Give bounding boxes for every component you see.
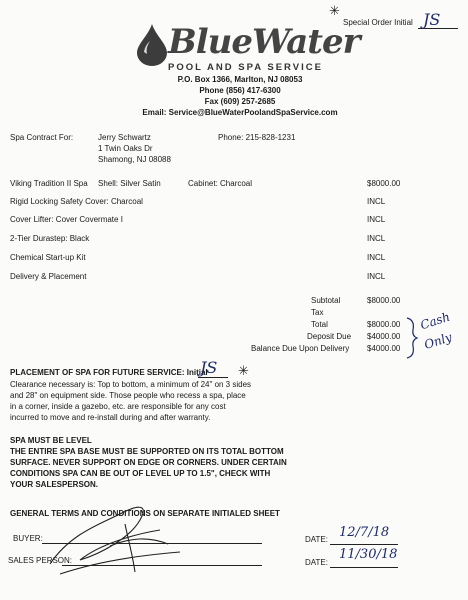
subtotal-value: $8000.00 (367, 296, 401, 305)
buyer-date-label: DATE: (305, 535, 328, 544)
level-text-line: YOUR SALESPERSON. (10, 480, 99, 489)
special-order-mark: ✳ (329, 3, 340, 18)
placement-initials: JS (200, 358, 218, 377)
customer-street: 1 Twin Oaks Dr (98, 144, 153, 153)
item-price: INCL (367, 253, 386, 262)
level-text-line: THE ENTIRE SPA BASE MUST BE SUPPORTED ON ITS TOTAL BOTTOM (10, 447, 284, 456)
customer-city: Shamong, NJ 08088 (98, 155, 171, 164)
placement-text-line: in a corner, inside a gazebo, etc. are responsible for any cost (10, 402, 226, 411)
item-price: INCL (367, 234, 386, 243)
list-item: Cover Lifter: Cover Covermate I (10, 215, 123, 224)
level-text-line: CONDITIONS SPA CAN BE OUT OF LEVEL UP TO 1.5", CHECK WITH (10, 469, 271, 478)
total-value: $8000.00 (367, 320, 401, 329)
placement-text-line: and 28" on equipment side. Those people who recess a spa, place (10, 391, 246, 400)
total-label: Total (311, 320, 328, 329)
sales-date-line (330, 567, 398, 568)
handwritten-brace (405, 316, 419, 360)
company-name: BlueWater (168, 22, 360, 62)
placement-mark: ✳ (238, 363, 249, 378)
item-price: INCL (367, 215, 386, 224)
placement-text-line: incurred to move and re-install during and after warranty. (10, 413, 211, 422)
balance-value: $4000.00 (367, 344, 401, 353)
company-fax: Fax (609) 257-2685 (204, 97, 276, 106)
balance-label: Balance Due Upon Delivery (251, 344, 350, 353)
list-item: Chemical Start-up Kit (10, 253, 86, 262)
item-price: $8000.00 (367, 179, 401, 188)
list-item: Delivery & Placement (10, 272, 87, 281)
buyer-date-line (330, 544, 398, 545)
subtotal-label: Subtotal (311, 296, 341, 305)
list-item: Viking Tradition II Spa (10, 179, 88, 188)
customer-name: Jerry Schwartz (98, 133, 151, 142)
buyer-date: 12/7/18 (339, 525, 390, 540)
sales-date-label: DATE: (305, 558, 328, 567)
company-address: P.O. Box 1366, Marlton, NJ 08053 (177, 75, 303, 84)
list-item: 2-Tier Durastep: Black (10, 234, 90, 243)
level-title: SPA MUST BE LEVEL (10, 436, 92, 445)
placement-title: PLACEMENT OF SPA FOR FUTURE SERVICE: Initial (10, 368, 208, 377)
handwritten-note: Only (422, 329, 454, 353)
level-text-line: SURFACE. NEVER SUPPORT ON EDGE OR CORNERS. UNDER CERTAIN (10, 458, 287, 467)
tax-label: Tax (311, 308, 324, 317)
item-price: INCL (367, 272, 386, 281)
deposit-value: $4000.00 (367, 332, 401, 341)
placement-text-line: Clearance necessary is: Top to bottom, a minimum of 24" on 3 sides (10, 380, 252, 389)
sales-date: 11/30/18 (339, 547, 398, 562)
sales-person-label: SALES PERSON: (8, 556, 73, 565)
buyer-signature (40, 494, 190, 584)
special-order-label: Special Order Initial (343, 18, 413, 27)
buyer-label: BUYER: (13, 534, 43, 543)
special-order-initials: JS (423, 10, 441, 29)
item-shell: Shell: Silver Satin (98, 179, 161, 188)
deposit-label: Deposit Due (307, 332, 352, 341)
company-email: Email: Service@BlueWaterPoolandSpaService.com (142, 108, 338, 117)
company-phone: Phone (856) 417-6300 (199, 86, 281, 95)
company-service-line: POOL AND SPA SERVICE (168, 62, 323, 73)
placement-initial-line (198, 377, 228, 378)
customer-label: Spa Contract For: (10, 133, 74, 142)
customer-phone: Phone: 215-828-1231 (218, 133, 296, 142)
terms-text: GENERAL TERMS AND CONDITIONS ON SEPARATE INITIALED SHEET (10, 509, 280, 518)
item-cabinet: Cabinet: Charcoal (188, 179, 253, 188)
water-drop-icon (134, 22, 170, 66)
item-price: INCL (367, 197, 386, 206)
list-item: Rigid Locking Safety Cover: Charcoal (10, 197, 143, 206)
handwritten-note: Cash (418, 309, 452, 333)
